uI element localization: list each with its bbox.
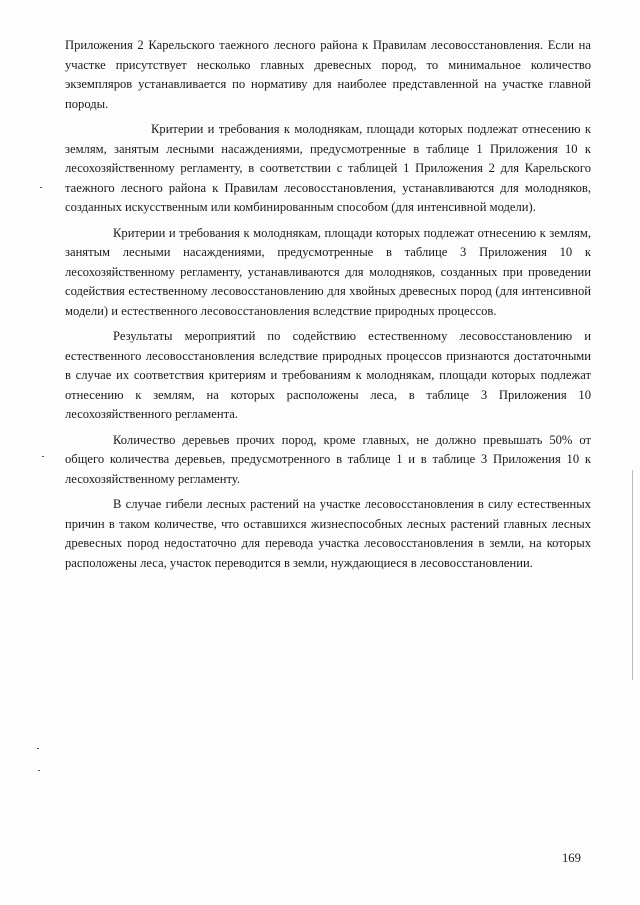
scan-edge-line [632, 470, 633, 680]
page-number: 169 [562, 851, 581, 865]
scan-artifact [42, 456, 44, 457]
paragraph-plant-death: В случае гибели лесных растений на участке лесовосстановления в силу естественных причин в таком количестве, что оставшихся жизнеспособных лесных растений главных лесных древесных пород недостаточно для перевода участка лесовосстановления в земли, на которых расположены леса, участок переводится в земли, нуждающиеся в лесовосстановлении. [65, 497, 591, 570]
scan-artifact [40, 187, 42, 188]
paragraph-criteria-table-1: Критерии и требования к молоднякам, площади которых подлежат отнесению к землям, занятым лесными насаждениями, предусмотренные в таблице 1 Приложения 10 к лесохозяйственному регламенту, в соответствии с таблицей 1 Приложения 2 для Карельского таежного лесного района к Правилам лесовосстановления, устанавливаются для молодняков, созданных искусственным или комбинированным способом (для интенсивной модели). [65, 122, 591, 214]
paragraph-other-species: Количество деревьев прочих пород, кроме главных, не должно превышать 50% от общего количества деревьев, предусмотренного в таблице 1 и в таблице 3 Приложения 10 к лесохозяйственному регламенту. [65, 432, 591, 486]
paragraph-continuation: Приложения 2 Карельского таежного лесного района к Правилам лесовосстановления. Если на участке присутствует несколько главных древесных пород, то минимальное количество экземпляров устанавливается по нормативу для наиболее представленной на участке главной породы. [65, 38, 591, 111]
paragraph-criteria-table-3: Критерии и требования к молоднякам, площади которых подлежат отнесению к землям, занятым лесными насаждениями, предусмотренные в таблице 3 Приложения 10 к лесохозяйственному регламенту, устанавливаются для молодняков, созданных при проведении содействия естественному лесовосстановлению для хвойных древесных пород (для интенсивной модели) и естественного лесовосстановления вследствие природных процессов. [65, 225, 591, 318]
document-body [65, 36, 591, 579]
paragraph-results: Результаты мероприятий по содействию естественному лесовосстановлению и естественного лесовосстановления вследствие природных процессов признаются достаточными в случае их соответствия критериям и требованиям к молоднякам, площади которых подлежат отнесению к землям, на которых расположены леса, в таблице 3 Приложения 10 лесохозяйственного регламента. [65, 329, 591, 421]
scan-artifact [37, 748, 39, 749]
scan-artifact [38, 770, 40, 771]
